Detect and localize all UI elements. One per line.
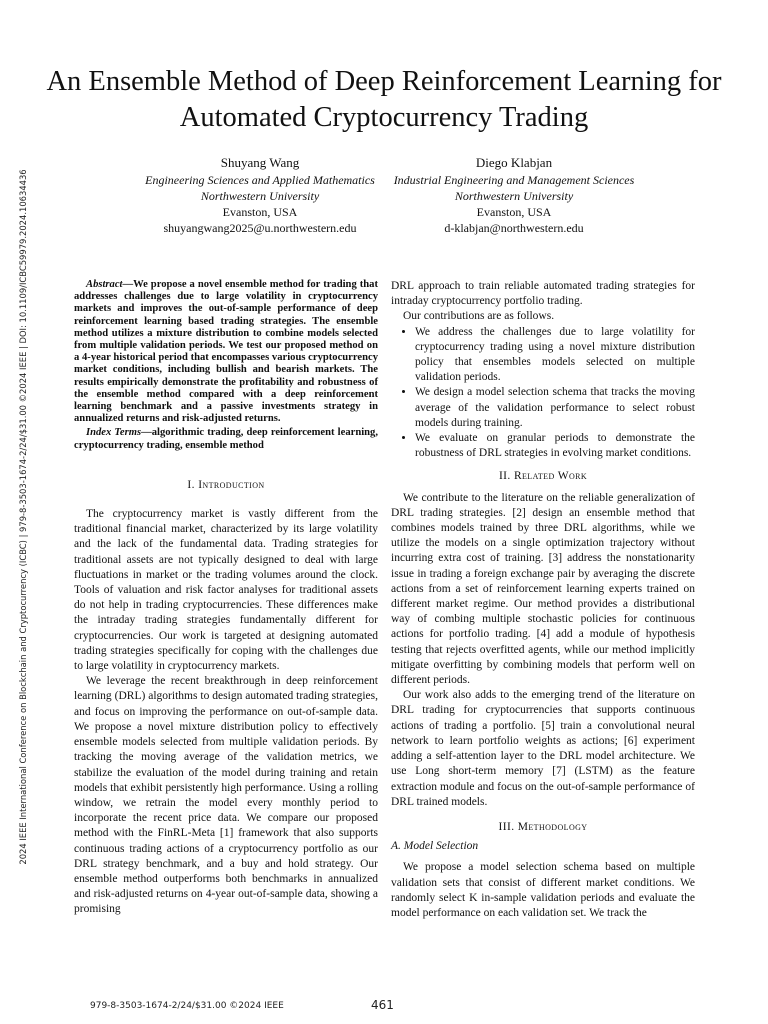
right-column [391,279,695,921]
section-title: Methodology [517,820,588,833]
section-heading-methodology [391,820,695,835]
abstract-label: Abstract [86,279,123,290]
page-number: 461 [371,998,394,1012]
conference-doi-sidebar: 2024 IEEE International Conference on Blockchain and Cryptocurrency (ICBC) | 979-8-3503-1674-2/24/$31.00 ©2024 IEEE | DOI: 10.1109/ICBC59979.2024.10634436 [18,169,28,865]
author-university: Northwestern University [200,189,320,203]
paper-title: An Ensemble Method of Deep Reinforcement Learning for Automated Cryptocurrency Trading [46,66,722,133]
related-paragraph-1: We contribute to the literature on the reliable generalization of DRL trading strategies. [2] design an ensemble method that combines models trained by three DRL algorithms, while we utilize the models on a single optimization trajectory without incurring extra cost of training. [3] address the nonstationarity issue in trading a foreign exchange pair by averaging the discrete actions from a set of reinforcement learning experts trained on different market regime. Our method provides a distributional way of combing multiple stochastic policies for continuous actions for portfolio trading. [4] add a module of hypothesis testing that rejects overfitted agents, while our method implicitly mitigate overfitting by combining models that perform well on different periods. [391,491,695,687]
intro-paragraph-2-continued: DRL approach to train reliable automated trading strategies for intraday cryptocurrency portfolio trading. [391,280,695,308]
section-numeral: III. [498,820,515,833]
index-terms-label: Index Terms [86,427,142,439]
method-paragraph-1: We propose a model selection schema based on multiple validation sets that consist of different market conditions. We randomly select K in-sample validation periods and evaluate the model performance on each validation set. We track the [391,861,695,919]
author-email: d-klabjan@northwestern.edu [444,221,584,235]
author-university: Northwestern University [454,189,574,203]
author-location: Evanston, USA [476,205,552,219]
contribution-item: • We design a model selection schema that tracks the moving average of the validation performance to select robust models during training. [415,385,695,431]
author-department: Industrial Engineering and Management Sciences [393,173,635,187]
author-name: Diego Klabjan [475,155,553,170]
author-email: shuyangwang2025@u.northwestern.edu [163,221,357,235]
author-department: Engineering Sciences and Applied Mathematics [145,173,375,187]
section-heading-related-work [391,469,695,484]
author-name: Shuyang Wang [220,155,300,170]
abstract [74,279,378,425]
intro-paragraph-2: We leverage the recent breakthrough in deep reinforcement learning (DRL) algorithms to design automated trading strategies, and focus on improving the performance on out-of-sample data. We propose a novel mixture distribution policy to effectively ensemble models selected from multiple validation periods. By tracking the moving average of the validation metrics, we stabilize the evaluation of the model during training and retain models that exhibit persistently high performance. Using a rolling window, we retrain the model every monthly period to incorporate the recent price data. We compare our proposed method with the FinRL-Meta [1] framework that also supports continuous trading actions of a cryptocurrency portfolio as our DRL strategy benchmark, and a buy and hold strategy. Our ensemble method outperforms both benchmarks in annualized and risk-adjusted returns on 4-year out-of-sample data, showing a promising [74,675,378,916]
author-block-2 [344,154,684,236]
section-title: Introduction [198,478,265,491]
abstract-text: —We propose a novel ensemble method for trading that addresses challenges due to large volatility in cryptocurrency markets and improves the out-of-sample performance of deep reinforcement learning based trading strategies. The ensemble method utilizes a mixture distribution to combine models selected from multiple validation periods. We test our proposed method on a 4-year historical period that encompasses various cryptocurrency market conditions, including bullish and bearish markets. The results empirically demonstrate the profitability and robustness of the ensemble method compared with a deep reinforcement learning benchmark and a passive investments strategy in annualized returns and risk-adjusted returns. [74,279,378,425]
related-paragraph-2: Our work also adds to the emerging trend of the literature on DRL trading for cryptocurrencies that supports continuous actions of trading a portfolio. [5] train a convolutional neural network to learn portfolio weights as actions; [6] experiment adding a self-attention layer to the DRL model architecture. We use Long short-term memory [7] (LSTM) as the feature extraction module and focus on the out-of-sample performance of DRL trained models. [391,689,695,808]
author-location: Evanston, USA [222,205,298,219]
subsection-heading-model-selection: A. Model Selection [391,840,479,853]
section-heading-introduction [74,478,378,493]
index-terms-text: —algorithmic trading, deep reinforcement learning, cryptocurrency trading, ensemble method [74,427,378,451]
contribution-item: • We evaluate on granular periods to demonstrate the robustness of DRL strategies in evolving market conditions. [415,431,695,461]
contributions-list [391,325,695,462]
section-title: Related Work [513,470,588,483]
section-numeral: I. [187,478,195,491]
section-numeral: II. [498,470,511,483]
intro-paragraph-1: The cryptocurrency market is vastly different from the traditional financial market, characterized by its large volatility and the lack of the fundamental data. Trading strategies for traditional assets are not typically designed to deal with large fluctuations in market or the trading volumes around the clock. Tools of valuation and risk factor analyses for traditional assets do not help in trading cryptocurrencies. These differences make the intraday trading strategies fundamentally different for cryptocurrencies. Our work is targeted at designing automated trading strategies specifically for coping with the challenges due to large volatility in cryptocurrency markets. [74,508,378,673]
index-terms [74,427,378,451]
contribution-item: • We address the challenges due to large volatility for cryptocurrency trading using a novel mixture distribution policy that ensembles models selected on multiple validation periods. [415,325,695,386]
footer-copyright: 979-8-3503-1674-2/24/$31.00 ©2024 IEEE [90,1001,284,1011]
contributions-intro: Our contributions are as follows. [403,310,555,323]
left-column [74,279,378,918]
